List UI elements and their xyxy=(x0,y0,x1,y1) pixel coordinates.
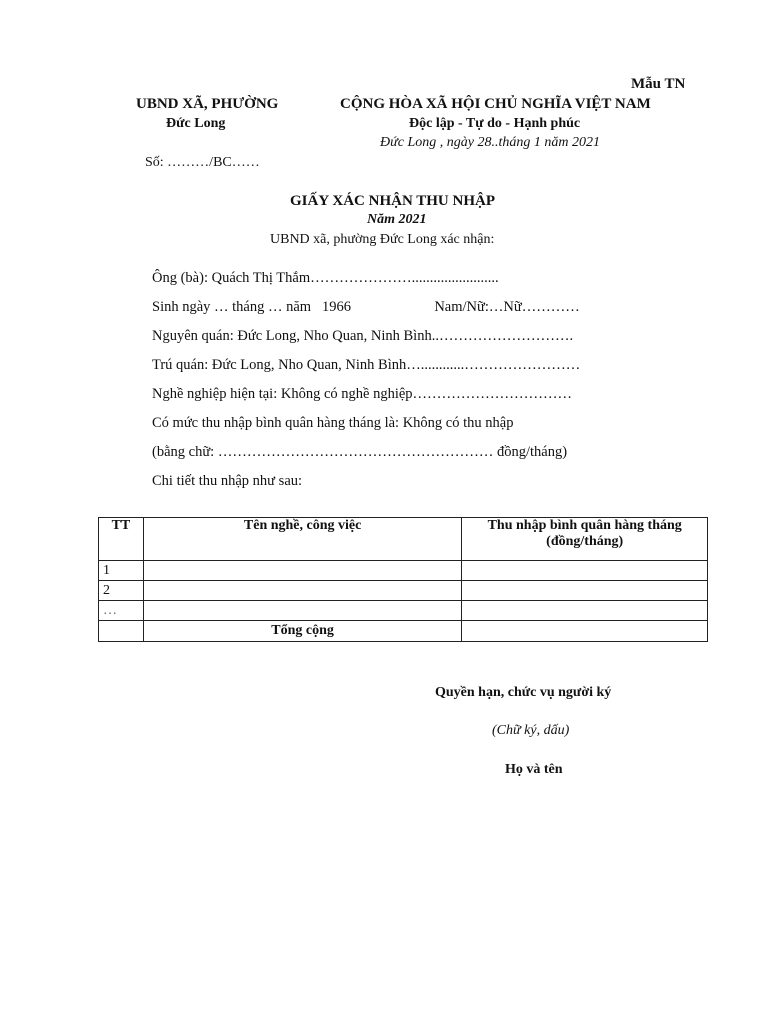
field-birth-gender: Sinh ngày … tháng … năm 1966 Nam/Nữ:…Nữ………… xyxy=(152,299,580,315)
field-residence: Trú quán: Đức Long, Nho Quan, Ninh Bình…............…………………… xyxy=(152,357,581,373)
row-index: 1 xyxy=(99,561,144,581)
row-income xyxy=(462,561,708,581)
header-income: Thu nhập bình quân hàng tháng (đồng/tháng) xyxy=(462,518,708,561)
row-income xyxy=(462,601,708,621)
header-job: Tên nghề, công việc xyxy=(143,518,462,561)
national-motto: Độc lập - Tự do - Hạnh phúc xyxy=(409,116,581,131)
header-tt: TT xyxy=(99,518,144,561)
field-monthly-income: Có mức thu nhập bình quân hàng tháng là: Không có thu nhập xyxy=(152,415,514,431)
row-income xyxy=(462,581,708,601)
total-income xyxy=(462,621,708,642)
total-label: Tổng cộng xyxy=(143,621,462,642)
signer-name-label: Họ và tên xyxy=(505,762,563,777)
field-occupation: Nghề nghiệp hiện tại: Không có nghề nghiệp…………………………… xyxy=(152,386,573,402)
field-full-name: Ông (bà): Quách Thị Thắm…………………........................ xyxy=(152,270,499,286)
field-hometown: Nguyên quán: Đức Long, Nho Quan, Ninh Bình..………………………. xyxy=(152,328,574,344)
table-row xyxy=(99,601,708,621)
document-intro: UBND xã, phường Đức Long xác nhận: xyxy=(270,232,495,247)
table-header-row xyxy=(99,518,708,561)
signature-stamp-note: (Chữ ký, dấu) xyxy=(492,723,570,738)
table-row xyxy=(99,561,708,581)
table-total-row xyxy=(99,621,708,642)
row-index: 2 xyxy=(99,581,144,601)
issue-date: Đức Long , ngày 28..tháng 1 năm 2021 xyxy=(380,135,600,150)
row-job xyxy=(143,561,462,581)
form-code: Mẫu TN xyxy=(631,76,686,92)
row-job xyxy=(143,601,462,621)
field-income-in-words: (bằng chữ: ………………………………………………… đồng/tháng) xyxy=(152,444,568,460)
income-table xyxy=(98,517,708,642)
document-title: GIẤY XÁC NHẬN THU NHẬP xyxy=(290,193,496,209)
row-job xyxy=(143,581,462,601)
total-index xyxy=(99,621,144,642)
row-index: … xyxy=(99,601,144,621)
national-title: CỘNG HÒA XÃ HỘI CHỦ NGHĨA VIỆT NAM xyxy=(340,96,651,112)
document-number: Số: ………/BC…… xyxy=(145,155,260,170)
field-income-details: Chi tiết thu nhập như sau: xyxy=(152,473,303,489)
issuer-name: UBND XÃ, PHƯỜNG xyxy=(136,96,279,112)
document-year: Năm 2021 xyxy=(367,212,427,227)
issuer-locality: Đức Long xyxy=(166,116,226,131)
signer-authority: Quyền hạn, chức vụ người ký xyxy=(435,685,612,700)
table-row xyxy=(99,581,708,601)
